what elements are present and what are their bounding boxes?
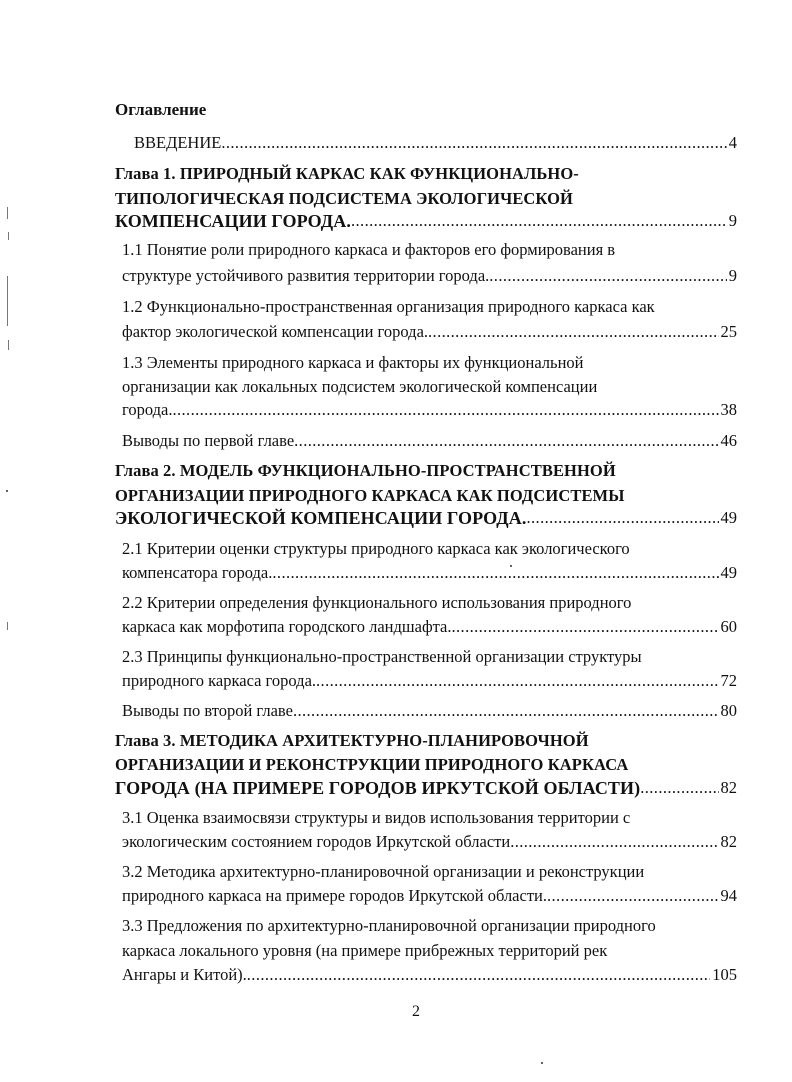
toc-entry-conclusion1: [122, 429, 737, 453]
entry-page: 49: [720, 508, 737, 527]
entry-page: 82: [720, 778, 737, 797]
scan-artifact: [510, 565, 512, 567]
toc-entry-3-2: [122, 884, 737, 908]
entry-page: 25: [720, 322, 737, 341]
entry-text: фактор экологической компенсации города.: [122, 322, 429, 341]
chapter2-heading-line2: ОРГАНИЗАЦИИ ПРИРОДНОГО КАРКАСА КАК ПОДСИСТЕМЫ: [115, 486, 625, 505]
entry-text: структуре устойчивого развития территории города.: [122, 266, 490, 285]
chapter3-heading-line1: Глава 3. МЕТОДИКА АРХИТЕКТУРНО-ПЛАНИРОВОЧНОЙ: [115, 731, 589, 750]
entry-text: экологическим состоянием городов Иркутской области: [122, 832, 511, 851]
entry-text: Ангары и Китой).: [122, 965, 247, 984]
section-1-3-line2: организации как локальных подсистем экологической компенсации: [122, 377, 598, 396]
entry-text: ГОРОДА (НА ПРИМЕРЕ ГОРОДОВ ИРКУТСКОЙ ОБЛАСТИ): [115, 778, 641, 798]
entry-text: ВВЕДЕНИЕ: [134, 133, 222, 152]
chapter1-heading-line2: ТИПОЛОГИЧЕСКАЯ ПОДСИСТЕМА ЭКОЛОГИЧЕСКОЙ: [115, 189, 573, 208]
toc-entry-1-3: [122, 398, 737, 422]
chapter3-heading-line2: ОРГАНИЗАЦИИ И РЕКОНСТРУКЦИИ ПРИРОДНОГО КАРКАСА: [115, 755, 629, 774]
section-3-1-line1: 3.1 Оценка взаимосвязи структуры и видов использования территории с: [122, 808, 631, 827]
entry-page: 49: [720, 563, 737, 582]
page-number: 2: [412, 1003, 420, 1020]
chapter2-heading-line1: Глава 2. МОДЕЛЬ ФУНКЦИОНАЛЬНО-ПРОСТРАНСТВЕННОЙ: [115, 461, 616, 480]
entry-page: 72: [720, 671, 737, 690]
scan-artifact: [7, 207, 8, 219]
entry-page: 46: [720, 431, 737, 450]
toc-entry-1-2: [122, 320, 737, 344]
entry-text: ЭКОЛОГИЧЕСКОЙ КОМПЕНСАЦИИ ГОРОДА.: [115, 508, 527, 528]
section-1-2-line1: 1.2 Функционально-пространственная организация природного каркаса как: [122, 297, 655, 316]
toc-entry-3-1: [122, 830, 737, 854]
entry-text: каркаса как морфотипа городского ландшафта.: [122, 617, 452, 636]
entry-page: 60: [720, 617, 737, 636]
toc-title: Оглавление: [115, 100, 207, 119]
section-3-3-line2: каркаса локального уровня (на примере прибрежных территорий рек: [122, 941, 608, 960]
toc-entry-chapter1: [115, 209, 737, 233]
entry-text: природного каркаса на примере городов Иркутской области.: [122, 886, 547, 905]
section-1-1-line1: 1.1 Понятие роли природного каркаса и факторов его формирования в: [122, 240, 616, 259]
toc-entry-chapter2: [115, 506, 737, 530]
toc-entry-2-3: [122, 669, 737, 693]
entry-page: 4: [728, 133, 737, 152]
section-3-3-line1: 3.3 Предложения по архитектурно-планировочной организации природного: [122, 916, 656, 935]
scan-artifact: [7, 276, 8, 326]
toc-entry-3-3: [122, 963, 737, 987]
entry-page: 80: [720, 701, 737, 720]
toc-entry-2-1: [122, 561, 737, 585]
section-1-3-line1: 1.3 Элементы природного каркаса и факторы их функциональной: [122, 353, 584, 372]
entry-page: 82: [720, 832, 737, 851]
toc-entry-chapter3: [115, 776, 737, 800]
entry-text: города.: [122, 400, 173, 419]
section-2-1-line1: 2.1 Критерии оценки структуры природного каркаса как экологического: [122, 539, 630, 558]
section-3-2-line1: 3.2 Методика архитектурно-планировочной организации и реконструкции: [122, 862, 645, 881]
entry-text: Выводы по второй главе: [122, 701, 293, 720]
entry-text: компенсатора города.: [122, 563, 273, 582]
toc-entry-intro: [134, 131, 737, 155]
entry-text: природного каркаса города.: [122, 671, 317, 690]
toc-entry-2-2: [122, 615, 737, 639]
entry-text: Выводы по первой главе: [122, 431, 295, 450]
scan-artifact: [541, 1062, 543, 1064]
scan-artifact: [8, 340, 9, 350]
entry-page: 9: [728, 266, 737, 285]
scan-artifact: [8, 232, 9, 240]
entry-page: 94: [720, 886, 737, 905]
chapter1-heading-line1: Глава 1. ПРИРОДНЫЙ КАРКАС КАК ФУНКЦИОНАЛЬНО-: [115, 164, 579, 183]
scan-artifact: [7, 622, 8, 630]
toc-entry-1-1: [122, 264, 737, 288]
entry-page: 38: [720, 400, 737, 419]
section-2-3-line1: 2.3 Принципы функционально-пространственной организации структуры: [122, 647, 642, 666]
entry-page: 105: [712, 965, 737, 984]
scan-artifact: [6, 490, 8, 492]
entry-page: 9: [728, 211, 737, 230]
entry-text: КОМПЕНСАЦИИ ГОРОДА.: [115, 211, 351, 231]
section-2-2-line1: 2.2 Критерии определения функционального использования природного: [122, 593, 632, 612]
toc-entry-conclusion2: [122, 699, 737, 723]
